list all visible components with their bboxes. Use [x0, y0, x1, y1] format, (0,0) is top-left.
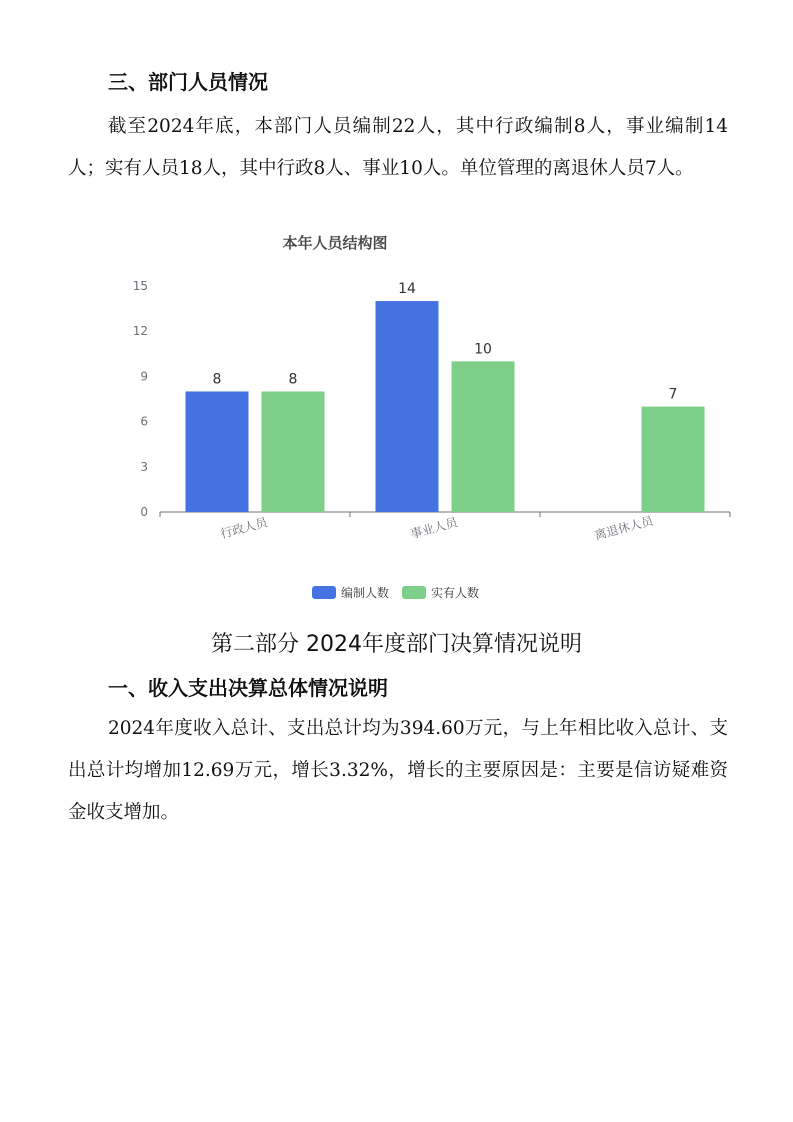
bar-data-label: 8	[288, 371, 298, 388]
x-category-label: 离退休人员	[593, 513, 655, 543]
y-tick-label: 6	[140, 414, 148, 429]
y-tick-label: 15	[132, 279, 148, 293]
chart-title: 本年人员结构图	[282, 234, 388, 252]
legend-swatch	[312, 586, 336, 599]
bar-data-label: 7	[668, 386, 678, 403]
bar-actual	[642, 407, 705, 512]
part-two-heading: 第二部分 2024年度部门决算情况说明	[211, 632, 582, 657]
x-category-label: 事业人员	[408, 515, 459, 542]
staff-paragraph: 截至2024年底，本部门人员编制22人，其中行政编制8人，事业编制14人；实有人员18人，其中行政8人、事业10人。单位管理的离退休人员7人。	[68, 116, 728, 179]
legend-label: 实有人数	[431, 586, 480, 600]
section-heading-staff: 三、部门人员情况	[108, 70, 268, 94]
legend-swatch	[402, 586, 426, 599]
legend-label: 编制人数	[341, 586, 390, 600]
y-tick-label: 3	[140, 459, 148, 474]
y-tick-label: 0	[140, 505, 148, 519]
bar-data-label: 8	[212, 371, 222, 388]
bar-data-label: 14	[398, 281, 416, 298]
bar-data-label: 10	[474, 341, 492, 358]
bar-authorized	[376, 301, 439, 512]
x-category-label: 行政人员	[218, 515, 269, 542]
staff-structure-chart	[110, 226, 740, 606]
bar-authorized	[186, 391, 249, 512]
bar-actual	[262, 391, 325, 512]
y-tick-label: 9	[140, 369, 148, 384]
y-tick-label: 12	[132, 324, 148, 339]
income-expense-paragraph: 2024年度收入总计、支出总计均为394.60万元，与上年相比收入总计、支出总计均增加12.69万元，增长3.32%，增长的主要原因是：主要是信访疑难资金收支增加。	[68, 718, 728, 823]
section-heading-income-expense: 一、收入支出决算总体情况说明	[108, 676, 388, 700]
bar-actual	[452, 361, 515, 512]
